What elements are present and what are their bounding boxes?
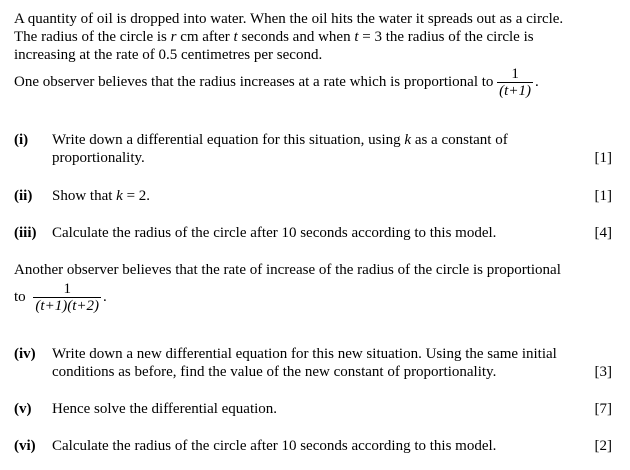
observer-two-text: Another observer believes that the rate of increase of the radius of the circle is proportional	[14, 262, 561, 278]
intro-text: The radius of the circle is	[14, 29, 171, 45]
variable-t: t	[354, 29, 359, 45]
observer-one-text: One observer believes that the radius increases at a rate which is proportional to	[14, 73, 494, 90]
intro-text: seconds and when	[237, 29, 355, 45]
intro-line-3: increasing at the rate of 0.5 centimetres per second.	[14, 47, 323, 63]
fraction-denominator	[497, 83, 533, 99]
question-text-part: Write down a differential equation for this situation, using	[52, 132, 405, 148]
variable-r: r	[170, 29, 177, 45]
question-text	[52, 345, 592, 381]
intro-line-1: A quantity of oil is dropped into water. When the oil hits the water it spreads out as a circle.	[14, 11, 564, 27]
fraction-numerator: 1	[33, 281, 101, 298]
fraction-numerator: 1	[497, 66, 533, 83]
variable-t: t	[233, 29, 238, 45]
question-text-part: Show that	[52, 188, 117, 204]
marks-label: [3]	[594, 364, 612, 380]
intro-text: = 3 the radius of the circle is	[358, 29, 534, 45]
period: .	[534, 73, 539, 90]
marks-label: [4]	[594, 225, 612, 241]
fraction-denominator-text: (t+1)(t+2)	[35, 298, 99, 314]
fraction-denominator	[33, 298, 101, 314]
intro-line-2	[14, 28, 614, 46]
question-text: Calculate the radius of the circle after 10 seconds according to this model.	[52, 225, 497, 241]
fraction-1-over-product	[33, 281, 101, 314]
question-text: Calculate the radius of the circle after 10 seconds according to this model.	[52, 438, 497, 454]
marks-label: [1]	[594, 188, 612, 204]
question-number: (v)	[14, 401, 32, 417]
marks-label: [7]	[594, 401, 612, 417]
marks-label: [2]	[594, 438, 612, 454]
question-text-line-2: proportionality.	[52, 150, 145, 166]
question-number: (ii)	[14, 188, 33, 204]
variable-k: k	[116, 188, 123, 204]
observer-two-statement	[14, 261, 614, 314]
intro-text: cm after	[176, 29, 234, 45]
variable-k: k	[404, 132, 412, 148]
period: .	[102, 288, 107, 305]
question-text	[52, 131, 572, 167]
marks-label: [1]	[594, 150, 612, 166]
observer-one-statement	[14, 66, 614, 99]
observer-two-to: to	[14, 288, 26, 305]
question-text	[52, 187, 572, 205]
problem-statement	[14, 10, 614, 64]
question-text-line-1: Write down a new differential equation for this new situation. Using the same initial	[52, 346, 557, 362]
question-text-line-2: conditions as before, find the value of the new constant of proportionality.	[52, 364, 497, 380]
question-text-part: = 2.	[122, 188, 151, 204]
observer-two-fraction-line	[14, 281, 614, 314]
fraction-denominator-text: (t+1)	[499, 83, 531, 99]
question-number: (vi)	[14, 438, 36, 454]
question-number: (iv)	[14, 346, 36, 362]
question-text-part: as a constant of	[411, 132, 508, 148]
question-number: (i)	[14, 132, 29, 148]
question-text: Hence solve the differential equation.	[52, 401, 278, 417]
fraction-1-over-t-plus-1	[497, 66, 533, 99]
question-number: (iii)	[14, 225, 37, 241]
